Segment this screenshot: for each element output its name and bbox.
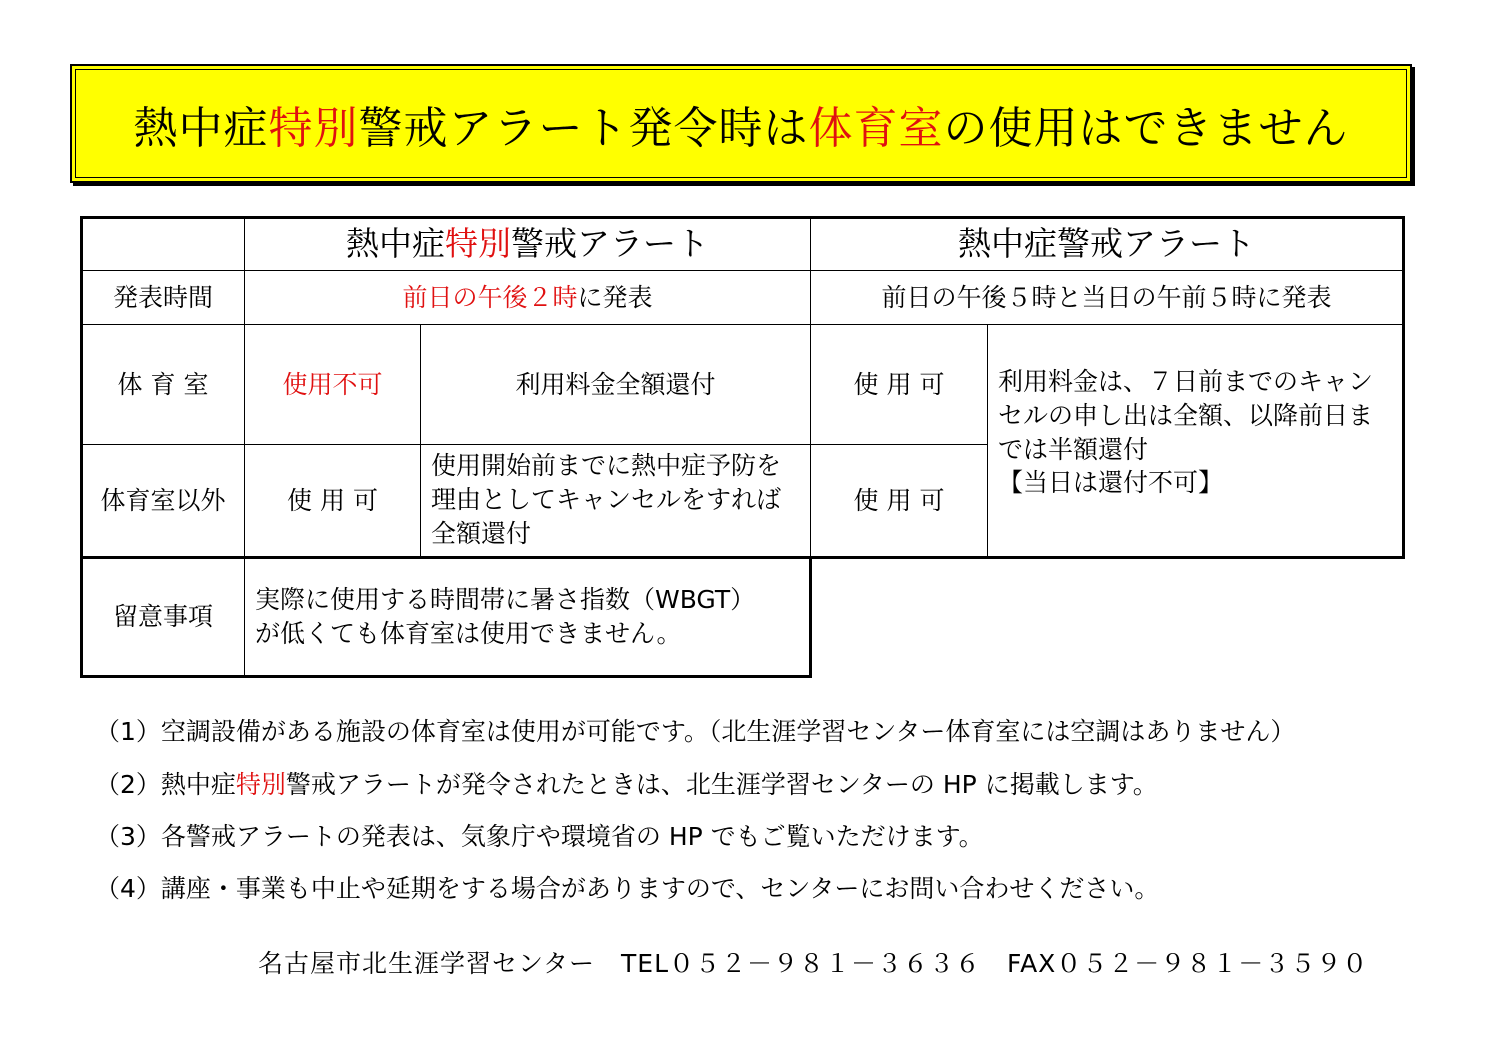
other-normal-use: 使 用 可 <box>810 444 988 558</box>
banner-text-2: 特別 <box>268 102 359 154</box>
contact-footer: 名古屋市北生涯学習センター TEL０５２－９８１－３６３６ FAX０５２－９８１－３５９０ <box>258 949 1369 978</box>
note-4: （4）講座・事業も中止や延期をする場合がありますので、センターにお問い合わせください。 <box>95 874 1160 903</box>
banner-text-5: の使用はできません <box>943 102 1349 154</box>
row-label-gym: 体 育 室 <box>81 324 245 445</box>
banner-text-4: 体育室 <box>808 102 944 154</box>
header-special-red: 特別 <box>445 223 511 263</box>
note-2-red: 特別 <box>235 770 286 799</box>
banner-text-3: 警戒アラート発令時は <box>358 102 809 154</box>
gym-special-fee: 利用料金全額還付 <box>420 324 811 445</box>
announce-special-time: 前日の午後２時 <box>402 282 578 312</box>
other-special-use: 使 用 可 <box>244 444 421 558</box>
header-normal-alert: 熱中症警戒アラート <box>810 217 1403 271</box>
header-special-pre: 熱中症 <box>346 223 445 263</box>
note-2-post: 警戒アラートが発令されたときは、北生涯学習センターの HP に掲載します。 <box>285 770 1158 799</box>
banner-title <box>72 66 1410 181</box>
other-special-fee: 使用開始前までに熱中症予防を理由としてキャンセルをすれば全額還付 <box>420 444 811 558</box>
announce-normal: 前日の午後５時と当日の午前５時に発表 <box>810 270 1403 325</box>
row-label-announce: 発表時間 <box>81 270 245 325</box>
note-2 <box>95 765 1158 801</box>
banner-text-1: 熱中症 <box>133 102 269 154</box>
note-2-pre: （2）熱中症 <box>95 770 236 799</box>
header-special-alert <box>244 217 811 271</box>
gym-special-use: 使用不可 <box>244 324 421 445</box>
announce-special <box>244 270 811 325</box>
header-corner <box>81 217 245 271</box>
note-3: （3）各警戒アラートの発表は、気象庁や環境省の HP でもご覧いただけます。 <box>95 822 984 851</box>
row-label-other: 体育室以外 <box>81 444 245 558</box>
row-label-notes: 留意事項 <box>81 557 245 676</box>
normal-fee-note: 【当日は還付不可】 <box>998 468 1224 498</box>
normal-fee-text: 利用料金は、７日前までのキャンセルの申し出は全額、以降前日までは半額還付 <box>998 367 1374 464</box>
notes-text: 実際に使用する時間帯に暑さ指数（WBGT）が低くても体育室は使用できません。 <box>244 557 811 676</box>
normal-fee <box>987 324 1403 558</box>
alert-banner <box>70 64 1412 183</box>
gym-normal-use: 使 用 可 <box>810 324 988 445</box>
header-special-post: 警戒アラート <box>511 223 709 263</box>
note-1: （1）空調設備がある施設の体育室は使用が可能です。（北生涯学習センター体育室には空調はありません） <box>95 717 1296 746</box>
announce-special-suffix: に発表 <box>577 282 653 312</box>
